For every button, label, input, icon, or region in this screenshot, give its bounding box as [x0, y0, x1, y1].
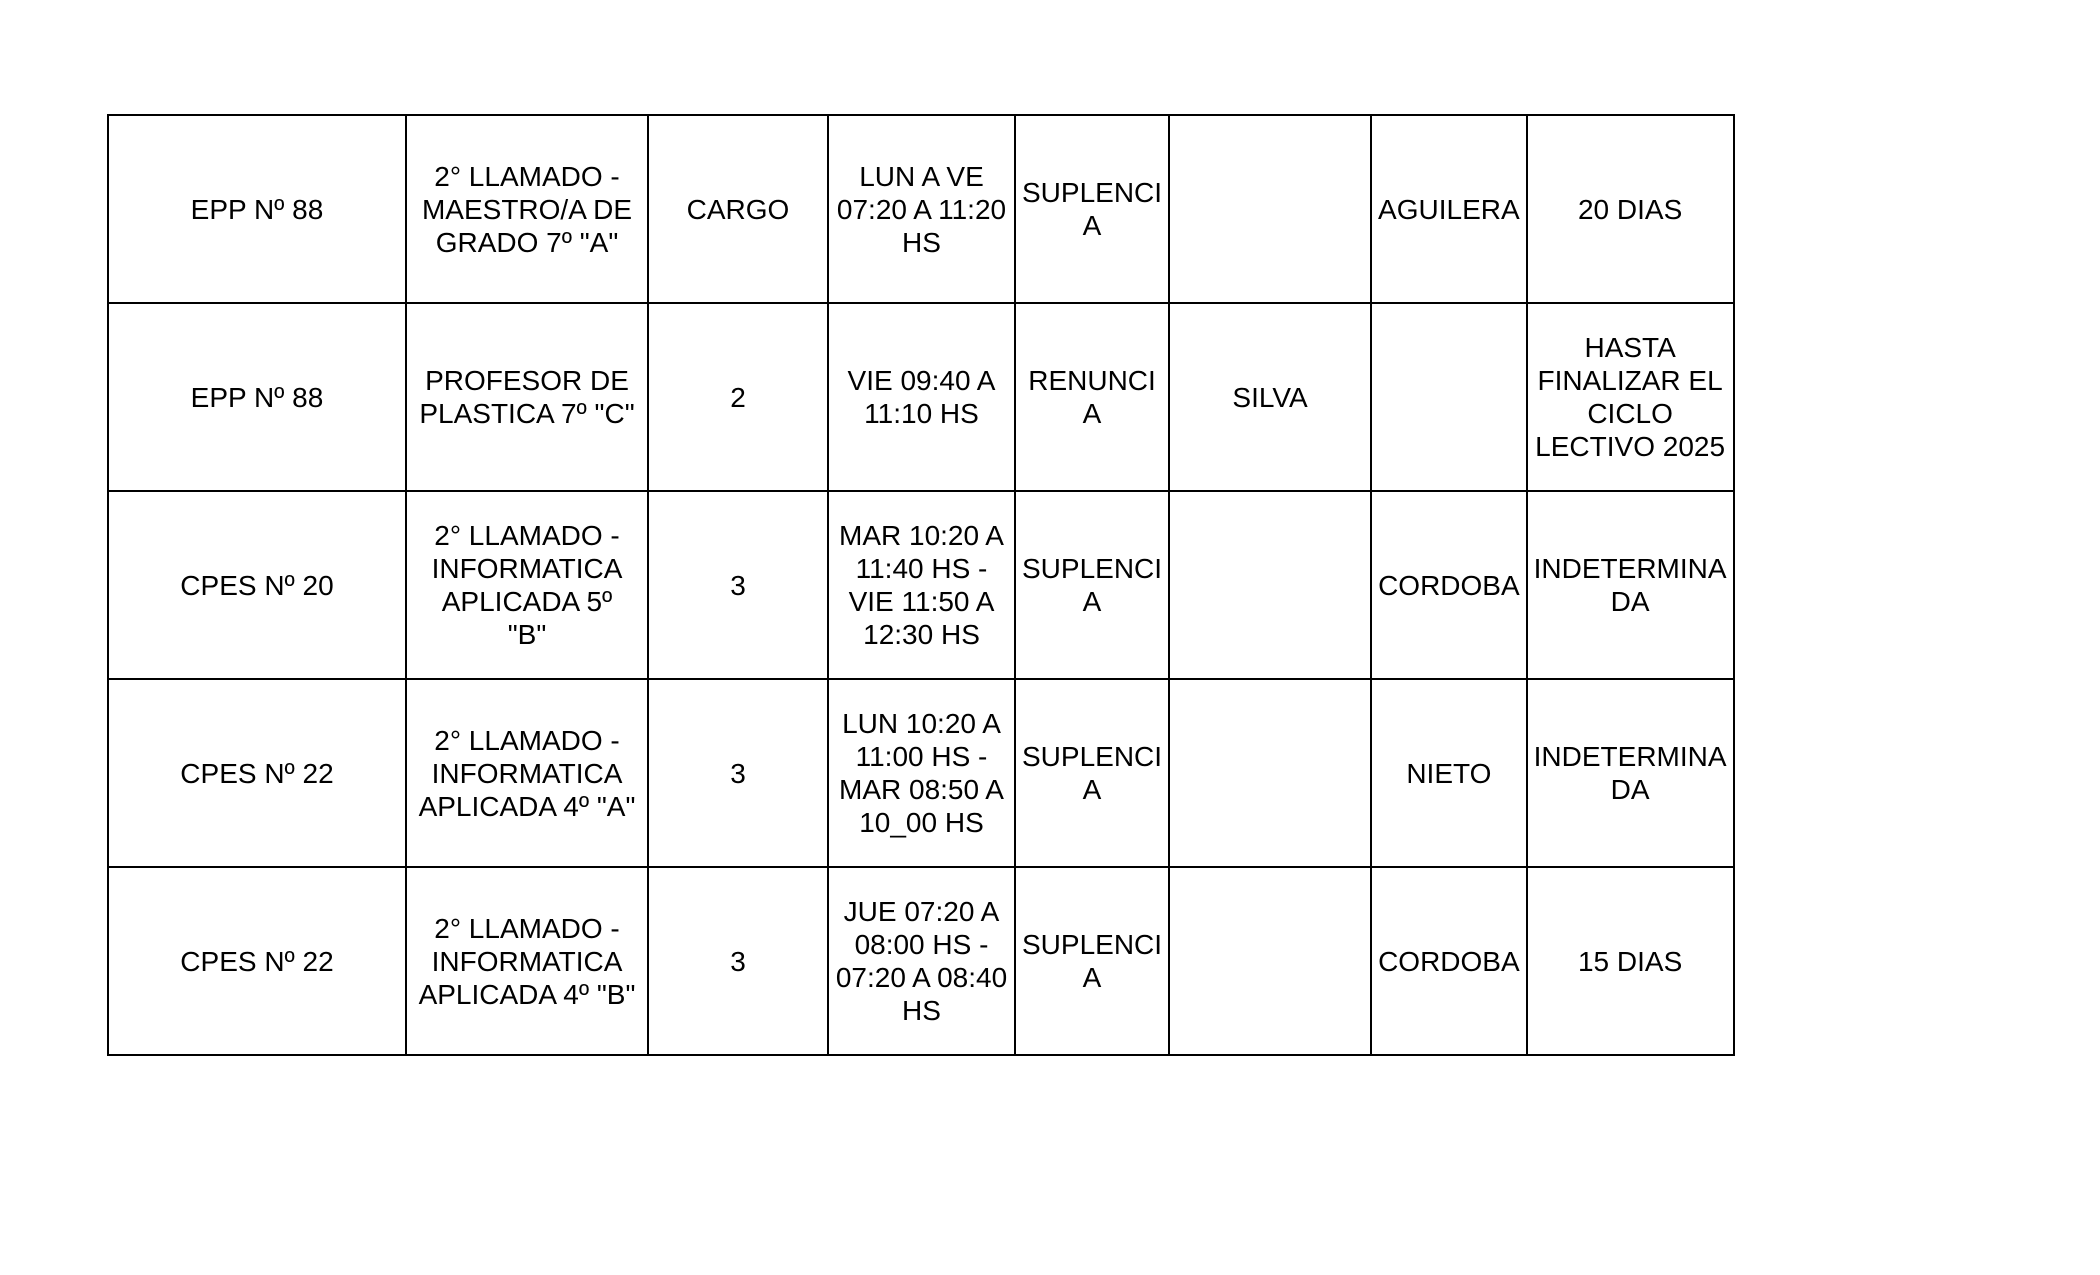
type-cell: SUPLENCI A [1015, 491, 1169, 679]
replaced-name-cell: AGUILERA [1371, 115, 1527, 303]
type-cell: RENUNCI A [1015, 303, 1169, 491]
hours-cell: 2 [648, 303, 828, 491]
school-cell: CPES Nº 22 [108, 679, 406, 867]
schedule-cell: MAR 10:20 A 11:40 HS - VIE 11:50 A 12:30 HS [828, 491, 1015, 679]
replaced-name-cell [1371, 303, 1527, 491]
hours-cell: 3 [648, 491, 828, 679]
position-cell: 2° LLAMADO - INFORMATICA APLICADA 4º "A" [406, 679, 648, 867]
hours-cell: 3 [648, 867, 828, 1055]
name-cell [1169, 491, 1371, 679]
schedule-cell: JUE 07:20 A 08:00 HS - 07:20 A 08:40 HS [828, 867, 1015, 1055]
schedule-cell: VIE 09:40 A 11:10 HS [828, 303, 1015, 491]
school-cell: EPP Nº 88 [108, 115, 406, 303]
table-row [108, 679, 1734, 867]
schedule-cell: LUN 10:20 A 11:00 HS - MAR 08:50 A 10_00 HS [828, 679, 1015, 867]
hours-cell: CARGO [648, 115, 828, 303]
position-cell: PROFESOR DE PLASTICA 7º "C" [406, 303, 648, 491]
type-cell: SUPLENCI A [1015, 679, 1169, 867]
type-cell: SUPLENCI A [1015, 115, 1169, 303]
duration-cell: 20 DIAS [1527, 115, 1734, 303]
replaced-name-cell: NIETO [1371, 679, 1527, 867]
table-row [108, 491, 1734, 679]
duration-cell: INDETERMINA DA [1527, 679, 1734, 867]
school-cell: CPES Nº 20 [108, 491, 406, 679]
position-cell: 2° LLAMADO - INFORMATICA APLICADA 5º "B" [406, 491, 648, 679]
replaced-name-cell: CORDOBA [1371, 867, 1527, 1055]
position-cell: 2° LLAMADO - INFORMATICA APLICADA 4º "B" [406, 867, 648, 1055]
schedule-cell: LUN A VE 07:20 A 11:20 HS [828, 115, 1015, 303]
type-cell: SUPLENCI A [1015, 867, 1169, 1055]
position-cell: 2° LLAMADO - MAESTRO/A DE GRADO 7º "A" [406, 115, 648, 303]
name-cell: SILVA [1169, 303, 1371, 491]
table-row [108, 115, 1734, 303]
name-cell [1169, 115, 1371, 303]
name-cell [1169, 867, 1371, 1055]
table-row [108, 867, 1734, 1055]
replaced-name-cell: CORDOBA [1371, 491, 1527, 679]
name-cell [1169, 679, 1371, 867]
vacancies-table [107, 114, 1735, 1056]
school-cell: CPES Nº 22 [108, 867, 406, 1055]
hours-cell: 3 [648, 679, 828, 867]
table-row [108, 303, 1734, 491]
duration-cell: INDETERMINA DA [1527, 491, 1734, 679]
duration-cell: 15 DIAS [1527, 867, 1734, 1055]
school-cell: EPP Nº 88 [108, 303, 406, 491]
duration-cell: HASTA FINALIZAR EL CICLO LECTIVO 2025 [1527, 303, 1734, 491]
